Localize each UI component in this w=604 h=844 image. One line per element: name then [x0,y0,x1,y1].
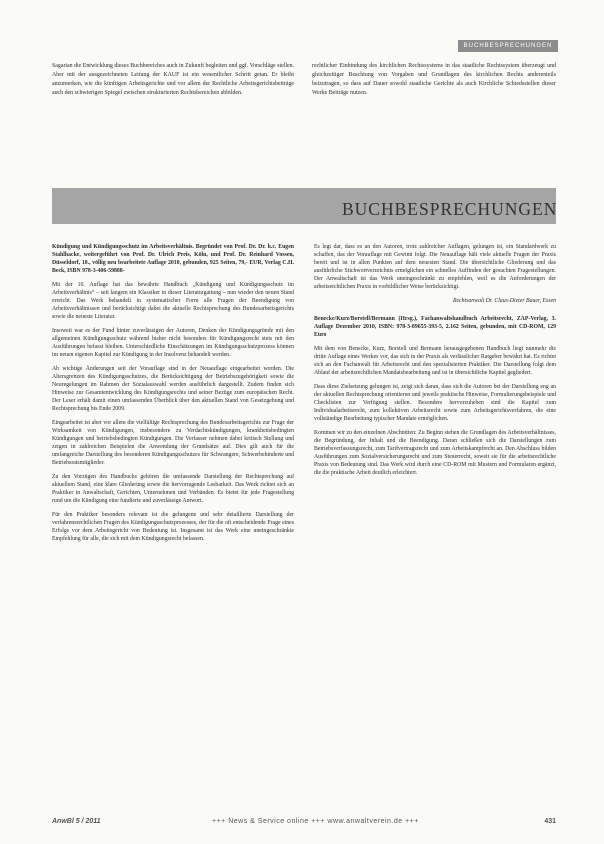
right-column [314,243,556,793]
paragraph [52,327,294,359]
page-footer [52,818,556,830]
book-reference: Benecke/Kurz/Borstell/Bermann (Hrsg.), Fachanwaltshandbuch Arbeitsrecht, ZAP-Verlag, 3. Auflage Dezember 2010, ISBN: 978-3-89655-393-5, 2.162 Seiten, gebunden, mit CD-ROM, 129 Euro [314,316,556,338]
paragraph-text: Es legt dar, dass es an den Autoren, trotz zahlreicher Auflagen, gelungen ist, ein Standardwerk zu schaffen, das der Vorauflage mit Gewinn folgt. Die Neuauflage hält viele aktuelle Fragen der Praxis bereit und ist in allen Punkten auf dem neuesten Stand. Die übersichtliche Gliederung und das ausführliche Stichwortverzeichnis ermöglichen ein schnelles Auffinden der gesuchten Fragestellungen. Der Anwaltschaft ist das Werk uneingeschränkt zu empfehlen, weil es die Anforderungen der arbeitsrechtlichen Praxis in vorbildlicher Weise berücksichtigt. [314,244,556,290]
top-left-text: Sagarian die Entwicklung dieses Buchbereiches auch in Zukunft begleiten und ggf. Vorschläge stellen. Aber mit der ausgezeichneten Leitung der KAUF ist ein wesentlicher Schritt getan. Er bleibt anzumerken, wie die künftigen Arbeitsgerichte und vor allem der Rechtliche Arbeitsgerichtsbeiträge auch den schwierigen Spiegel zwischen strukturierten Rechtsbereichen abbilden. [52,63,294,97]
paragraph [314,345,556,377]
section-title: BUCHBESPRECHUNGEN [342,199,558,219]
paragraph-text: Zu den Vorzügen des Handbuchs gehören die umfassende Darstellung der Rechtsprechung auf aktuellem Stand, eine klare Gliederung sowie die hervorragende Lesbarkeit. Das Werk richtet sich an Praktiker in Anwaltschaft, Gerichten, Unternehmen und Verbänden. Es bietet für jede Fragestellung rund um die Kündigung eine fundierte und zuverlässige Antwort. [52,474,294,504]
footer-center: +++ News & Service online +++ www.anwaltverein.de +++ [212,818,419,825]
paragraph [314,315,556,339]
paragraph [314,383,556,423]
page-number: 431 [544,818,556,825]
paragraph-text: Für den Praktiker besonders relevant ist die gelungene und sehr detaillierte Darstellung der verfahrensrechtlichen Fragen des Kündigungsschutzprozesses, der für die oft entscheidende Frage eines Erfolgs vor dem Arbeitsgericht von Bedeutung ist. Insgesamt ist das Werk eine uneingeschränkte Empfehlung für alle, die sich mit dem Kündigungsrecht befassen. [52,512,294,542]
book-reference: Kündigung und Kündigungsschutz im Arbeitsverhältnis. Begründet von Prof. Dr. Dr. h.c. Eugen Stahlhacke, weitergeführt von Prof. Dr. Ulrich Preis, Köln, und Prof. Dr. Reinhard Vossen, Düsseldorf, 10., völlig neu bearbeitete Auflage 2010, gebunden, 925 Seiten, 79,- EUR, Verlag C.H. Beck, ISBN 978-3-406-59888- [52,244,294,274]
left-column [52,243,294,793]
paragraph [52,511,294,543]
paragraph [52,281,294,321]
top-right-text: rechtlicher Einbindung des kirchlichen Rechtssystems in das staatliche Rechtssystem überzeugt und gleichzeitiger Beachtung von Vorgaben und Grundlagen des kirchlichen Rechts anderenteils beizutragen, so dass auf Dauer sowohl staatliche Gerichte als auch Kirchliche Schiedsstellen dieser Werke Beiträge nutzen. [312,63,556,97]
paragraph-text: Mit dem von Benecke, Kurz, Borstell und Bermann herausgegebenen Handbuch liegt nunmehr die dritte Auflage eines Werkes vor, das sich in der Praxis als verlässlicher Ratgeber bewährt hat. Es richtet sich an den Fachanwalt für Arbeitsrecht und den spezialisierten Praktiker. Die Darstellung folgt dem Ablauf der arbeitsrechtlichen Mandatsbearbeitung und ist in übersichtliche Kapitel gegliedert. [314,346,556,376]
paragraph-text: Ab wichtige Änderungen seit der Vorauflage sind in der Neuauflage eingearbeitet worden. Die Altersgrenzen des Kündigungsschutzes, die Berücksichtigung der Betriebszugehörigkeit sowie die Neuregelungen im Rahmen der Sozialauswahl werden ausführlich dargestellt. Zudem finden sich Hinweise zur Gesamtentwicklung des Kündigungsrechts und seiner Bezüge zum europäischen Recht. Der Leser erhält damit einen umfassenden Überblick über den aktuellen Stand von Gesetzgebung und Rechtsprechung bis Ende 2009. [52,366,294,412]
footer-journal: AnwBl 5 / 2011 [52,818,101,825]
paragraph [52,365,294,413]
paragraph-text: Insoweit war es der Fund hinter zuverlässigen der Autoren, Denken der Kündigungsgründe mit den allgemeinen Kündigungsschutz während bisher nicht besonders für Kündigungsrecht stets mit den Ausführungen befasst bleiben. Unterschiedliche Einschätzungen im Kündigungsschutzprozess können im neuen eigenen Kapitel zur Kündigung in der Insolvenz behandelt werden. [52,328,294,358]
section-tag: BUCHBESPRECHUNGEN [458,40,558,52]
paragraph-text: Eingearbeitet ist aber vor allem die vielfältige Rechtsprechung des Bundesarbeitsgerichts zur Frage der Wirksamkeit von Kündigungen, insbesondere zu Verdachtskündigungen, krankheitsbedingten Kündigungen und betriebsbedingten Kündigungen. Die Verfasser nehmen dabei kritisch Stellung und zeigen in zahlreichen Beispielen die Anwendung der Grundsätze auf. Dies gilt auch für die umfangreiche Darstellung des besonderen Kündigungsschutzes für Schwangere, Schwerbehinderte und Betriebsratsmitglieder. [52,420,294,466]
paragraph [314,243,556,291]
review-signature [314,297,556,305]
paragraph [314,429,556,477]
paragraph [52,419,294,467]
paragraph [52,473,294,505]
paragraph-text: Kommen wir zu den einzelnen Abschnitten: Zu Beginn stehen die Grundlagen des Arbeitsverhältnisses, die Begründung, der Inhalt und die Beendigung. Daran schließen sich die Darstellungen zum Betriebsverfassungsrecht, zum Tarifvertragsrecht und zum Arbeitskampfrecht an. Den Abschluss bilden Ausführungen zum Sozialversicherungsrecht und zum Steuerrecht, soweit sie für die arbeitsrechtliche Praxis von Bedeutung sind. Das Werk wird durch eine CD-ROM mit Mustern und Formularen ergänzt, die die praktische Arbeit deutlich erleichtert. [314,430,556,476]
paragraph-text: Mit der 10. Auflage hat das bewährte Handbuch „Kündigung und Kündigungsschutz im Arbeitsverhältnis“ – seit langem ein Klassiker in dieser Literaturgattung – nun wieder den neuen Stand erreicht. Das Werk behandelt in systematischer Form alle Fragen der Beendigung von Arbeitsverhältnissen und berücksichtigt dabei die aktuelle Rechtsprechung des Bundesarbeitsgerichts sowie die neueste Literatur. [52,282,294,320]
paragraph-text: Rechtsanwalt Dr. Claus-Dieter Bauer, Essen [452,298,556,304]
paragraph-text: Dass diese Zielsetzung gelungen ist, zeigt sich daran, dass sich die Autoren bei der Darstellung eng an der aktuellen Rechtsprechung orientieren und jeweils praktische Hinweise, Formulierungsbeispiele und Checklisten zur Verfügung stellen. Besonders hervorzuheben sind die Kapitel zum Individualarbeitsrecht, zum kollektiven Arbeitsrecht sowie zum Arbeitsgerichtsverfahren, die eine vollständige Bearbeitung typischer Mandate ermöglichen. [314,384,556,422]
paragraph [52,243,294,275]
